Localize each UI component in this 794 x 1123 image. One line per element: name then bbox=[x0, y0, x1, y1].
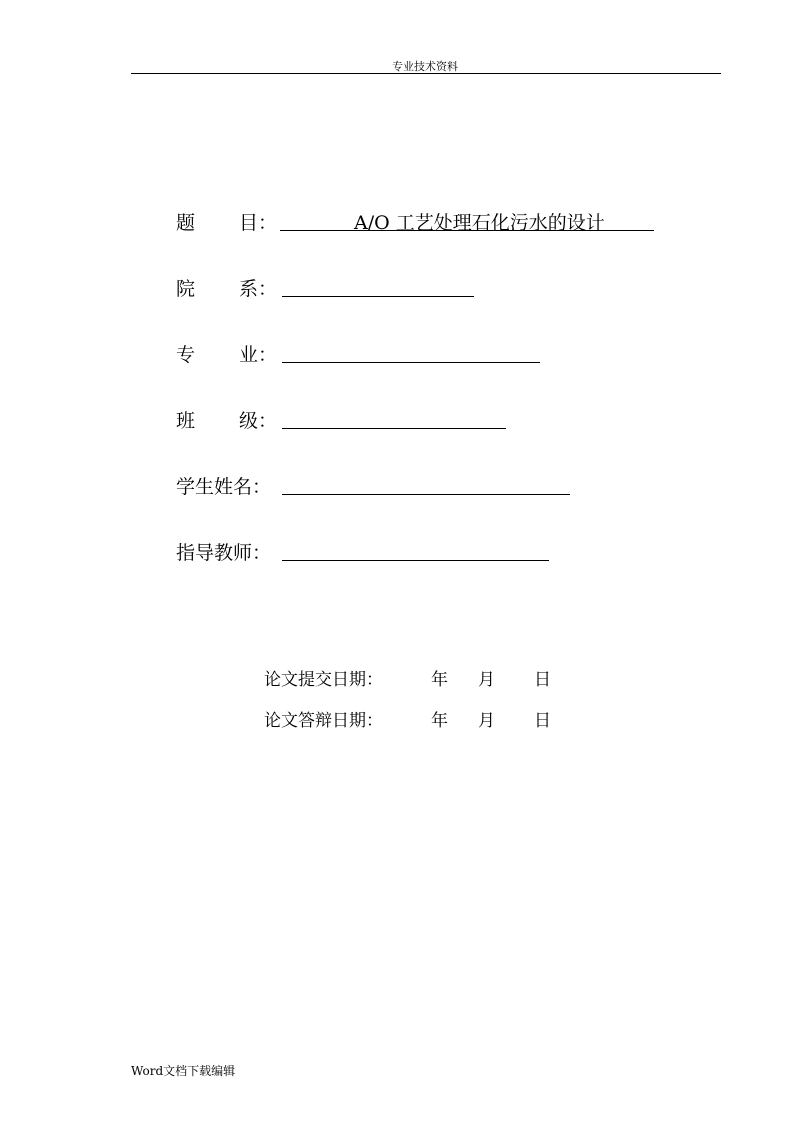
page-footer-text: Word文档下载编辑 bbox=[131, 1064, 236, 1078]
advisor-field bbox=[176, 538, 556, 566]
student-name-underline bbox=[282, 494, 570, 495]
topic-underline bbox=[280, 230, 654, 231]
defense-date-row bbox=[264, 706, 564, 730]
header-divider bbox=[131, 73, 721, 74]
advisor-underline bbox=[282, 560, 549, 561]
submit-date-day: 日 bbox=[534, 670, 551, 690]
advisor-label: 指导教师： bbox=[176, 542, 272, 564]
class-field bbox=[176, 406, 516, 434]
major-field bbox=[176, 340, 546, 368]
major-label-char1: 专 bbox=[176, 344, 196, 366]
topic-field bbox=[176, 208, 656, 236]
defense-date-month: 月 bbox=[478, 711, 495, 731]
topic-value: A/O 工艺处理石化污水的设计 bbox=[354, 212, 605, 234]
submit-date-row bbox=[264, 665, 564, 689]
department-label-char2: 系： bbox=[239, 278, 278, 300]
class-label-char2: 级： bbox=[239, 410, 278, 432]
submit-date-month: 月 bbox=[478, 670, 495, 690]
student-name-field bbox=[176, 472, 576, 500]
defense-date-label: 论文答辩日期： bbox=[264, 711, 383, 731]
defense-date-day: 日 bbox=[534, 711, 551, 731]
submit-date-year: 年 bbox=[431, 670, 448, 690]
defense-date-year: 年 bbox=[431, 711, 448, 731]
department-field bbox=[176, 274, 476, 302]
class-label-char1: 班 bbox=[176, 410, 196, 432]
student-name-label: 学生姓名： bbox=[176, 476, 272, 498]
topic-label-char2: 目： bbox=[239, 212, 278, 234]
department-label-char1: 院 bbox=[176, 278, 196, 300]
major-label-char2: 业： bbox=[239, 344, 278, 366]
major-underline bbox=[282, 362, 540, 363]
department-underline bbox=[282, 296, 474, 297]
submit-date-label: 论文提交日期： bbox=[264, 670, 383, 690]
topic-label-char1: 题 bbox=[176, 212, 196, 234]
page-header-title: 专业技术资料 bbox=[392, 60, 458, 73]
class-underline bbox=[282, 428, 506, 429]
